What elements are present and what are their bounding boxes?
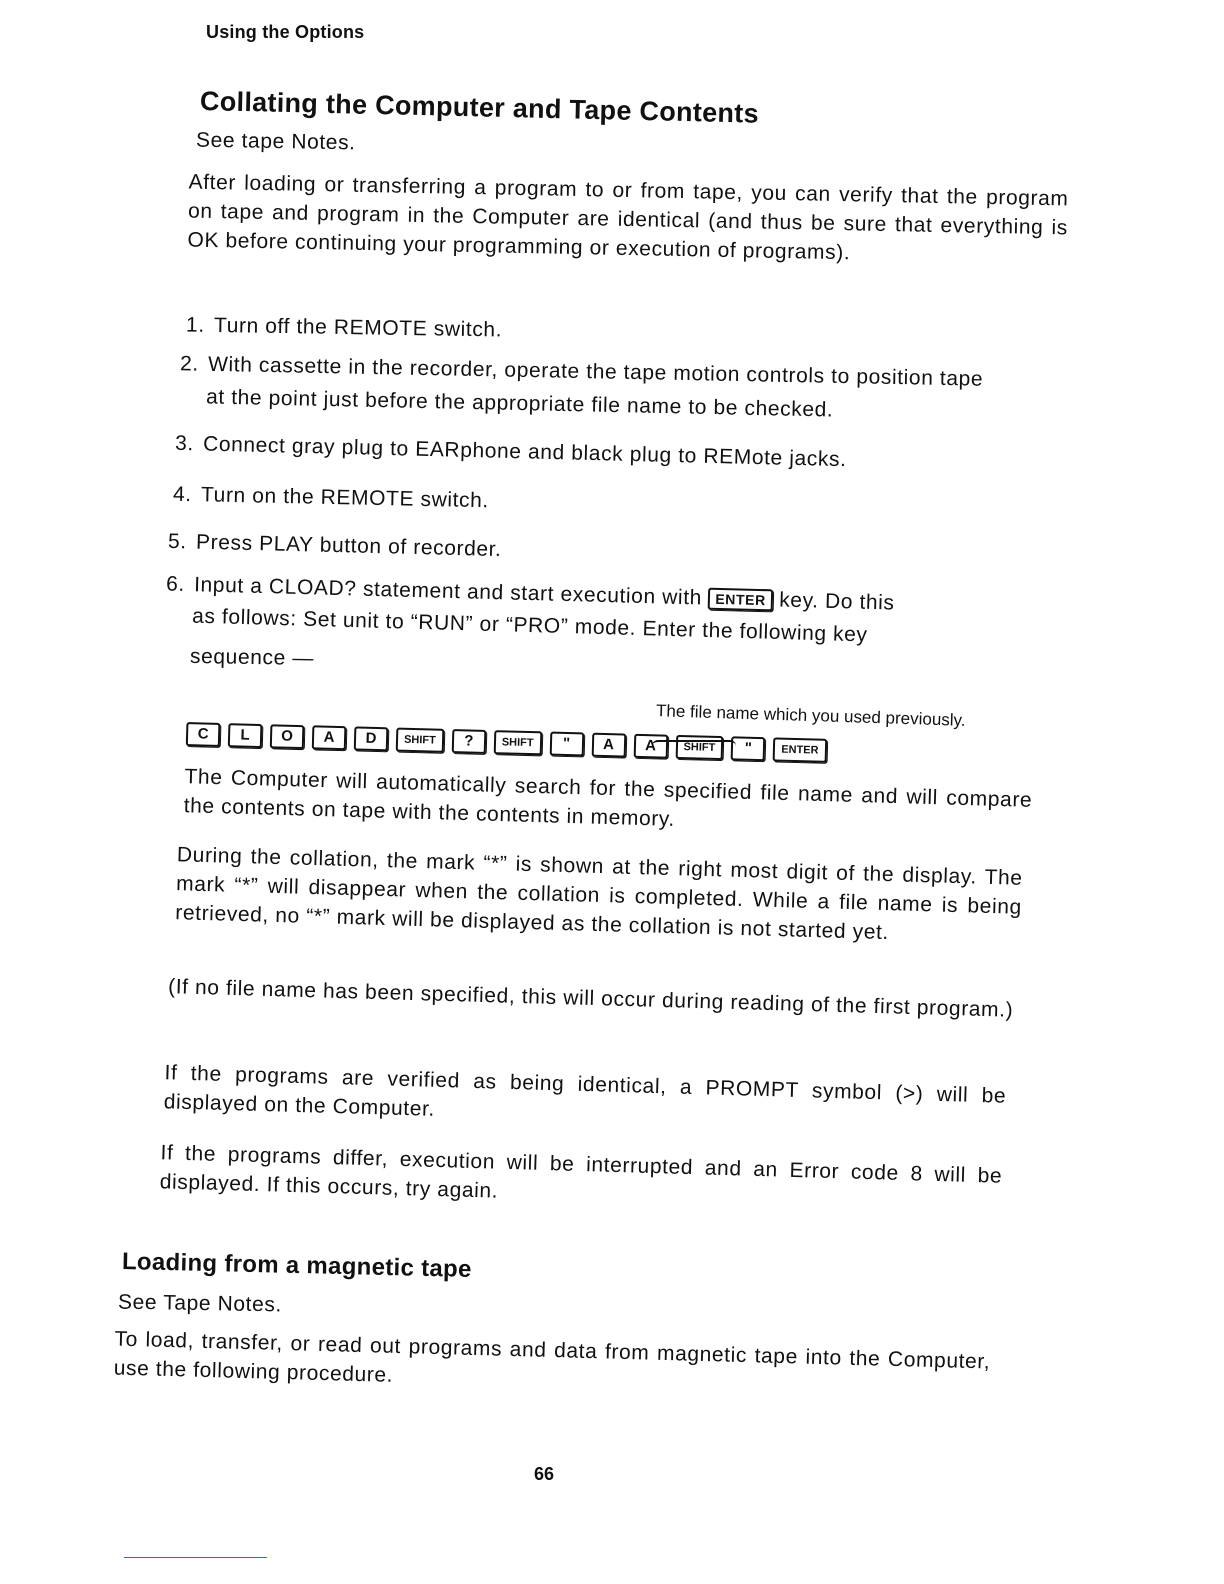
step-text: Input a CLOAD? statement and start execution with: [193, 573, 703, 610]
step-2: [180, 352, 984, 391]
loading-intro-paragraph: To load, transfer, or read out programs and data from magnetic tape into the Computer, use the following procedure.: [113, 1327, 991, 1387]
intro-paragraph: After loading or transferring a program to or from tape, you can verify that the program on tape and program in the Computer are identical (and thus be sure that everything is OK before continuing your programming or execution of programs).: [187, 170, 1069, 265]
search-paragraph: The Computer will automatically search for the specified file name and will compare the contents on tape with the contents in memory.: [183, 765, 1033, 831]
section-title-loading: Loading from a magnetic tape: [121, 1248, 473, 1283]
step-number: 3.: [174, 431, 195, 456]
section-title-collating: Collating the Computer and Tape Contents: [199, 86, 760, 129]
key-c: C: [186, 722, 221, 747]
step-number: 6.: [165, 572, 186, 596]
step-2-continued: at the point just before the appropriate file name to be checked.: [205, 385, 834, 422]
footer-rule: [124, 1557, 267, 1558]
key-shift: SHIFT: [675, 735, 723, 760]
key-a: A: [312, 725, 347, 750]
collation-paragraph: During the collation, the mark “*” is shown at the right most digit of the display. The mark “*” will disappear when the collation is completed. While a file name is being retrieved, no “*” mark will be displayed as the collation is not started yet.: [175, 843, 1023, 945]
key-a: A: [633, 734, 668, 759]
key-l: L: [228, 723, 263, 748]
key-question: ?: [452, 729, 487, 754]
key-enter: ENTER: [773, 737, 827, 762]
key-sequence: [186, 722, 946, 766]
identical-paragraph: If the programs are verified as being identical, a PROMPT symbol (>) will be displayed on the Computer.: [163, 1061, 1007, 1121]
differ-paragraph: If the programs differ, execution will be interrupted and an Error code 8 will be displayed. If this occurs, try again.: [159, 1141, 1003, 1203]
step-6-line-2: as follows: Set unit to “RUN” or “PRO” mode. Enter the following key: [191, 604, 868, 647]
step-text: With cassette in the recorder, operate the tape motion controls to position tape: [207, 352, 984, 391]
step-text: Press PLAY button of recorder.: [195, 530, 502, 562]
step-1: [186, 314, 502, 343]
key-quote: ": [549, 732, 584, 757]
key-o: O: [270, 724, 305, 749]
step-3: [175, 432, 847, 472]
running-head: Using the Options: [206, 22, 365, 42]
key-shift: SHIFT: [493, 730, 541, 755]
key-d: D: [354, 726, 389, 751]
step-text: Connect gray plug to EARphone and black plug to REMote jacks.: [202, 432, 847, 472]
step-number: 4.: [172, 482, 193, 507]
key-shift: SHIFT: [396, 728, 444, 753]
see-tape-notes-2: See Tape Notes.: [117, 1290, 283, 1317]
step-number: 5.: [167, 529, 188, 554]
key-a: A: [591, 733, 626, 758]
key-quote: ": [731, 736, 766, 761]
step-6-line-3: sequence —: [189, 644, 315, 671]
enter-key: ENTER: [708, 588, 773, 612]
step-number: 2.: [179, 352, 200, 376]
page-number: 66: [534, 1464, 555, 1484]
see-tape-notes: See tape Notes.: [195, 128, 356, 155]
step-5: [168, 530, 502, 562]
file-name-note: The file name which you used previously.: [655, 701, 966, 730]
step-number: 1.: [185, 313, 205, 337]
step-text-end: key. Do this: [778, 588, 895, 615]
step-text: Turn on the REMOTE switch.: [200, 483, 490, 513]
step-text: Turn off the REMOTE switch.: [213, 313, 503, 342]
no-file-name-paragraph: (If no file name has been specified, this will occur during reading of the first program.): [167, 975, 1014, 1022]
step-4: [173, 483, 489, 514]
